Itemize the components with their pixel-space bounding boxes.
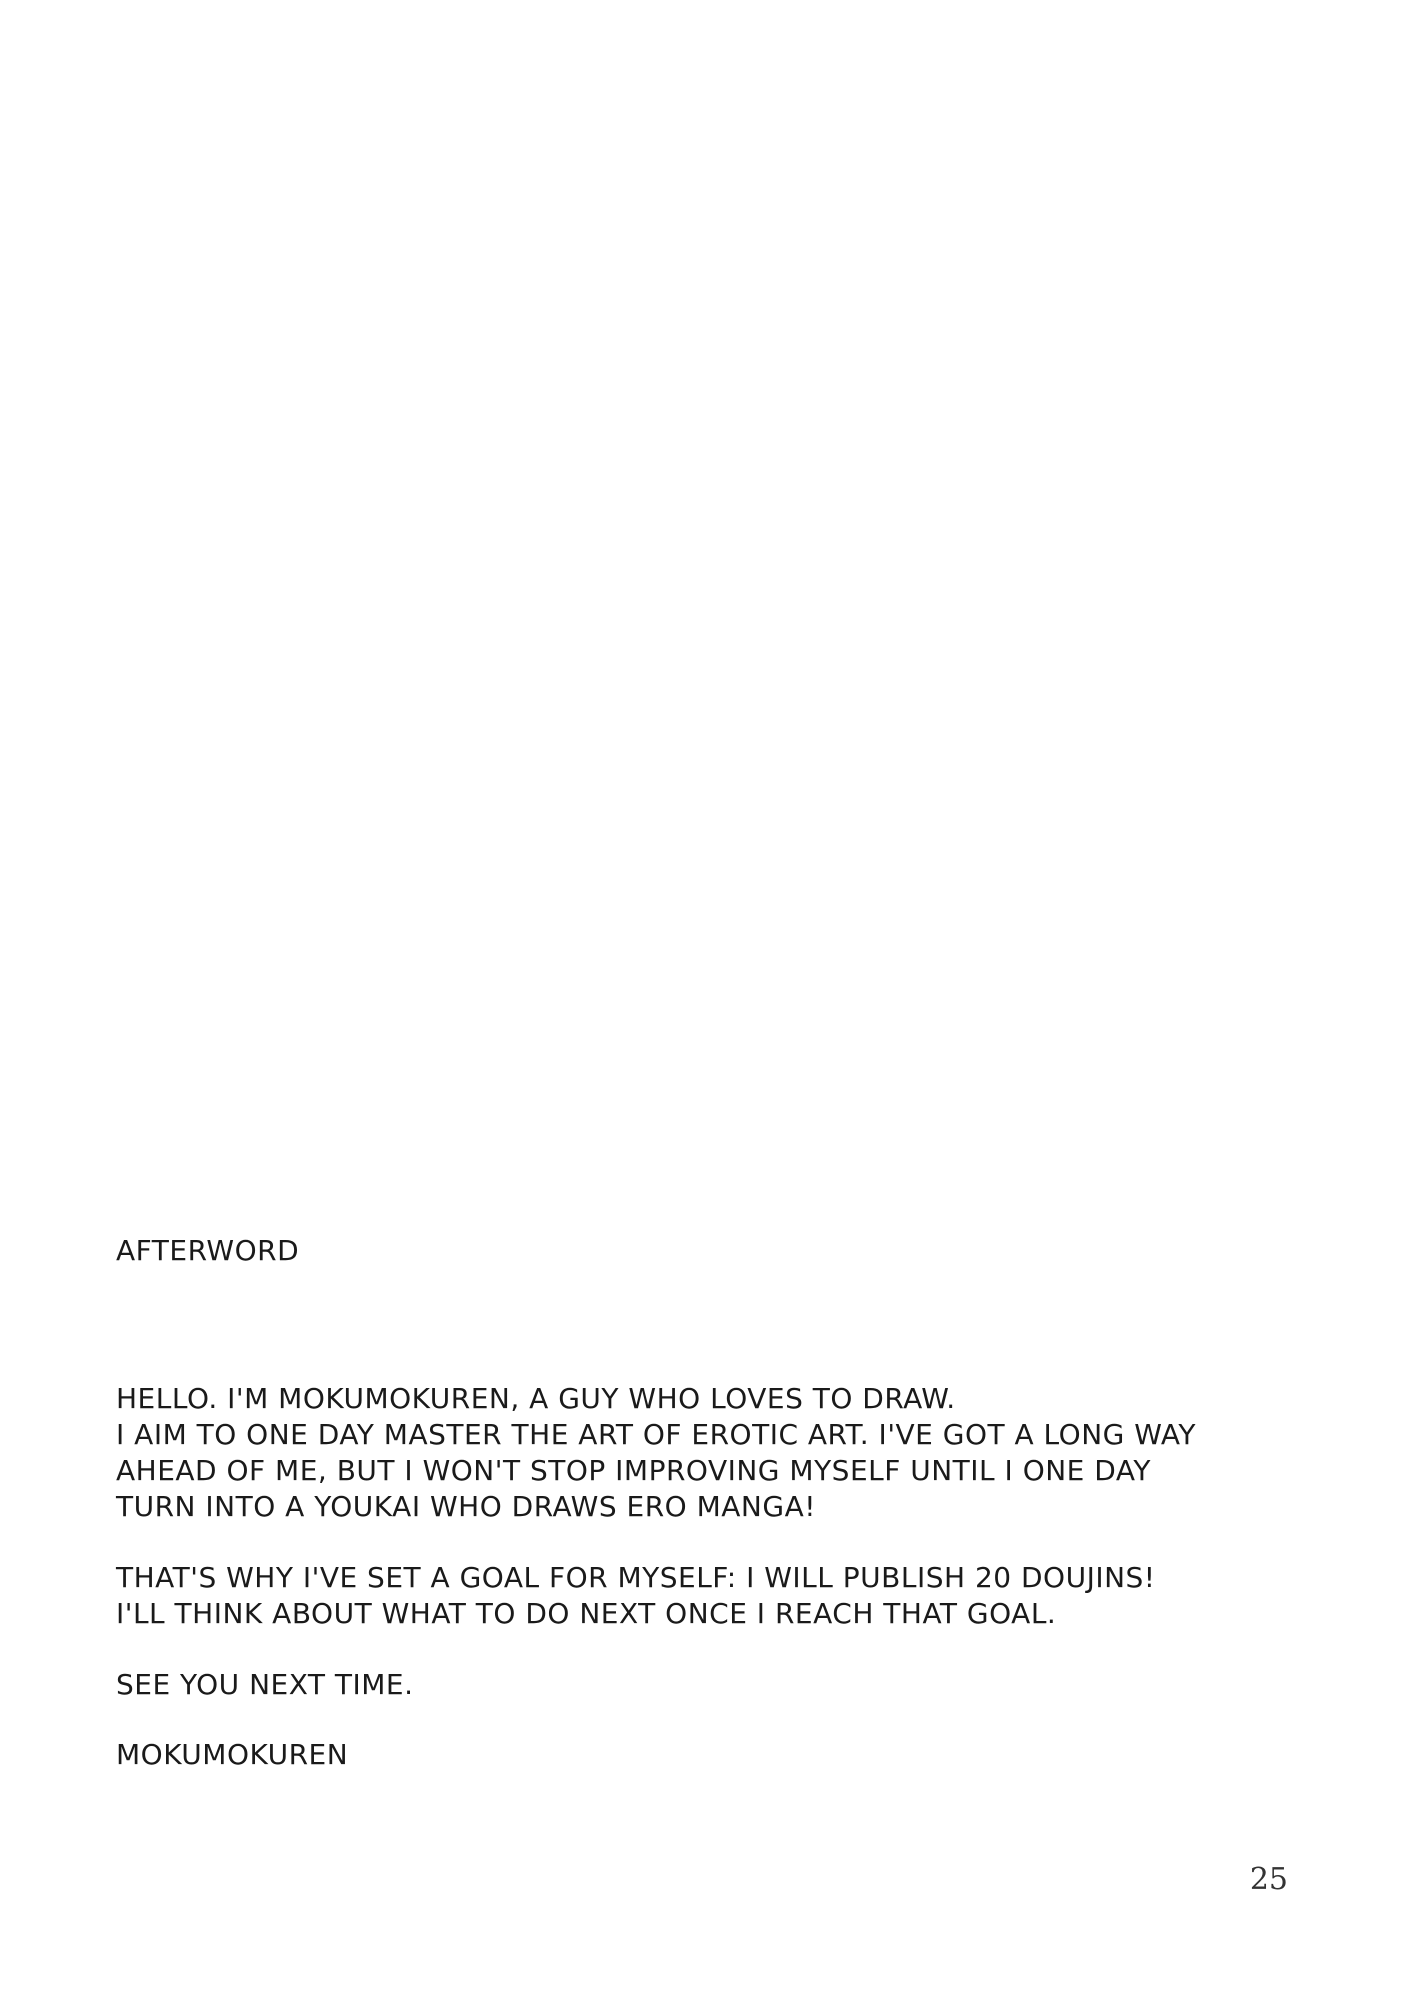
text-line: HELLO. I'M MOKUMOKUREN, A GUY WHO LOVES TO DRAW. <box>116 1382 956 1415</box>
paragraph-farewell <box>116 1667 1316 1703</box>
text-line: I'LL THINK ABOUT WHAT TO DO NEXT ONCE I REACH THAT GOAL. <box>116 1597 1057 1630</box>
page-number: 25 <box>1249 1862 1288 1897</box>
paragraph-greeting <box>116 1381 1316 1525</box>
afterword-heading: AFTERWORD <box>116 1234 300 1267</box>
text-line: THAT'S WHY I'VE SET A GOAL FOR MYSELF: I WILL PUBLISH 20 DOUJINS! <box>116 1561 1156 1594</box>
text-line: SEE YOU NEXT TIME. <box>116 1668 414 1701</box>
signature-text: MOKUMOKUREN <box>116 1738 349 1771</box>
text-line: AHEAD OF ME, BUT I WON'T STOP IMPROVING MYSELF UNTIL I ONE DAY <box>116 1454 1151 1487</box>
afterword-section <box>116 1233 1316 1773</box>
author-signature <box>116 1737 1316 1773</box>
text-line: I AIM TO ONE DAY MASTER THE ART OF EROTIC ART. I'VE GOT A LONG WAY <box>116 1418 1196 1451</box>
text-line: TURN INTO A YOUKAI WHO DRAWS ERO MANGA! <box>116 1490 816 1523</box>
paragraph-goal <box>116 1560 1316 1632</box>
